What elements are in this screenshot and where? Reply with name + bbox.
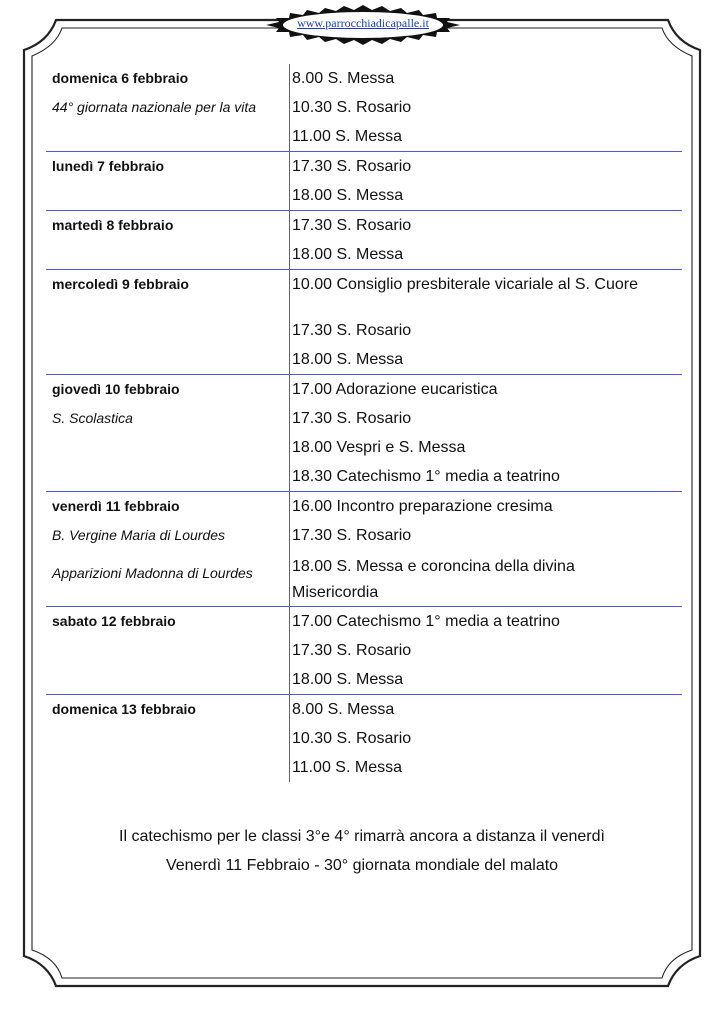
- event-item: 18.00 S. Messa: [292, 246, 404, 263]
- event-item: 17.30 S. Rosario: [292, 217, 412, 234]
- event-item: 18.00 S. Messa e coroncina della divina Misericordia: [292, 558, 575, 601]
- event-item: 10.30 S. Rosario: [292, 99, 412, 116]
- footer-notes: [0, 822, 724, 880]
- footer-line-giornata-malato: Venerdì 11 Febbraio - 30° giornata mondiale del malato: [165, 857, 559, 874]
- day-row-lunedi-7: [46, 152, 682, 211]
- day-note: 44° giornata nazionale per la vita: [52, 99, 257, 115]
- day-name: sabato 12 febbraio: [52, 613, 176, 629]
- event-item: 18.00 S. Messa: [292, 671, 404, 688]
- day-row-mercoledi-9: [46, 270, 682, 375]
- event-item: 17.00 Catechismo 1° media a teatrino: [292, 613, 560, 630]
- website-badge: [264, 5, 462, 45]
- day-name: domenica 13 febbraio: [52, 701, 196, 717]
- day-note: S. Scolastica: [52, 410, 133, 426]
- event-item: 10.00 Consiglio presbiterale vicariale al S. Cuore: [292, 276, 638, 293]
- event-item: 17.30 S. Rosario: [292, 322, 412, 339]
- event-item: 8.00 S. Messa: [292, 701, 395, 718]
- day-name: venerdì 11 febbraio: [52, 498, 180, 514]
- event-item: 16.00 Incontro preparazione cresima: [292, 498, 553, 515]
- day-name: domenica 6 febbraio: [52, 70, 189, 86]
- event-item: 10.30 S. Rosario: [292, 730, 412, 747]
- day-row-sabato-12: [46, 607, 682, 695]
- event-item: 17.00 Adorazione eucaristica: [292, 381, 498, 398]
- day-row-domenica-6: [46, 64, 682, 152]
- website-link[interactable]: www.parrocchiadicapalle.it: [297, 15, 429, 30]
- event-item: 18.00 S. Messa: [292, 187, 404, 204]
- event-item: 18.00 Vespri e S. Messa: [292, 439, 466, 456]
- day-name: lunedì 7 febbraio: [52, 158, 165, 174]
- event-item: 18.00 S. Messa: [292, 351, 404, 368]
- event-item: 8.00 S. Messa: [292, 70, 395, 87]
- day-row-venerdi-11: [46, 492, 682, 607]
- event-item: 11.00 S. Messa: [292, 759, 402, 776]
- day-note: B. Vergine Maria di Lourdes: [52, 527, 226, 543]
- event-item: 17.30 S. Rosario: [292, 410, 412, 427]
- event-item: 11.00 S. Messa: [292, 128, 402, 145]
- footer-line-catechismo: Il catechismo per le classi 3°e 4° rimarrà ancora a distanza il venerdì: [119, 828, 605, 845]
- day-row-domenica-13: [46, 695, 682, 782]
- day-row-giovedi-10: [46, 375, 682, 492]
- weekly-schedule-table: [46, 64, 682, 782]
- event-item: 17.30 S. Rosario: [292, 642, 412, 659]
- event-item: 17.30 S. Rosario: [292, 527, 412, 544]
- event-item: 17.30 S. Rosario: [292, 158, 412, 175]
- day-name: martedì 8 febbraio: [52, 217, 174, 233]
- day-note: Apparizioni Madonna di Lourdes: [52, 565, 253, 581]
- event-item: 18.30 Catechismo 1° media a teatrino: [292, 468, 560, 485]
- day-name: giovedì 10 febbraio: [52, 381, 180, 397]
- day-row-martedi-8: [46, 211, 682, 270]
- day-name: mercoledì 9 febbraio: [52, 276, 189, 292]
